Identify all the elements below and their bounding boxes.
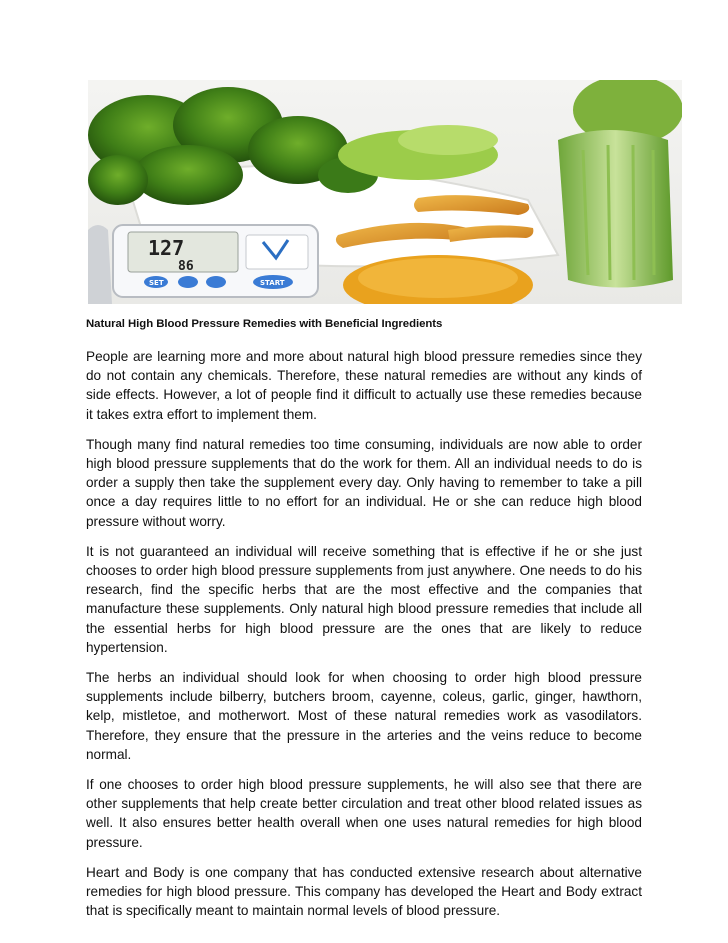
paragraph: Heart and Body is one company that has conducted extensive research about alternative remedies for high blood pressure. This company has developed the Heart and Body extract that is specifically meant to maintain normal levels of blood pressure. [86,864,642,919]
article-title: Natural High Blood Pressure Remedies with Beneficial Ingredients [86,318,443,330]
paragraph: People are learning more and more about natural high blood pressure remedies since they do not contain any chemicals. Therefore, these natural remedies are without any kinds of side effects. However, a lot of people find it difficult to actually use these remedies because it takes extra effort to implement them. [86,349,642,422]
svg-text:127: 127 [148,236,185,260]
article-body [86,347,642,931]
svg-text:86: 86 [178,259,194,274]
paragraph: If one chooses to order high blood pressure supplements, he will also see that there are other supplements that help create better circulation and treat other blood related issues as well. It also ensures better health overall when one uses natural remedies for high blood pressure. [86,777,642,850]
blood-pressure-monitor-icon [88,225,318,304]
paragraph: It is not guaranteed an individual will receive something that is effective if he or she just chooses to order high blood pressure supplements from just anywhere. One needs to do his research, find the specific herbs that are the most effective and the companies that manufacture these supplements. Only natural high blood pressure remedies that include all the essential herbs for high blood pressure are the ones that are likely to reduce hypertension. [86,543,642,655]
paragraph: The herbs an individual should look for when choosing to order high blood pressure supplements include bilberry, butchers broom, cayenne, coleus, garlic, ginger, hawthorn, kelp, mistletoe, and motherwort. Most of these natural remedies work as vasodilators. Therefore, they ensure that the pressure in the arteries and the veins reduce to become normal. [86,670,642,762]
celery-icon [558,80,682,288]
svg-text:SET: SET [149,279,164,287]
hero-image [88,80,682,304]
paragraph: Though many find natural remedies too time consuming, individuals are now able to order high blood pressure supplements that do the work for them. All an individual needs to do is order a supply then take the supplement every day. Only having to remember to take a pill once a day requires little to no effort for an individual. He or she can reduce high blood pressure without worry. [86,436,642,529]
svg-text:START: START [260,279,285,287]
